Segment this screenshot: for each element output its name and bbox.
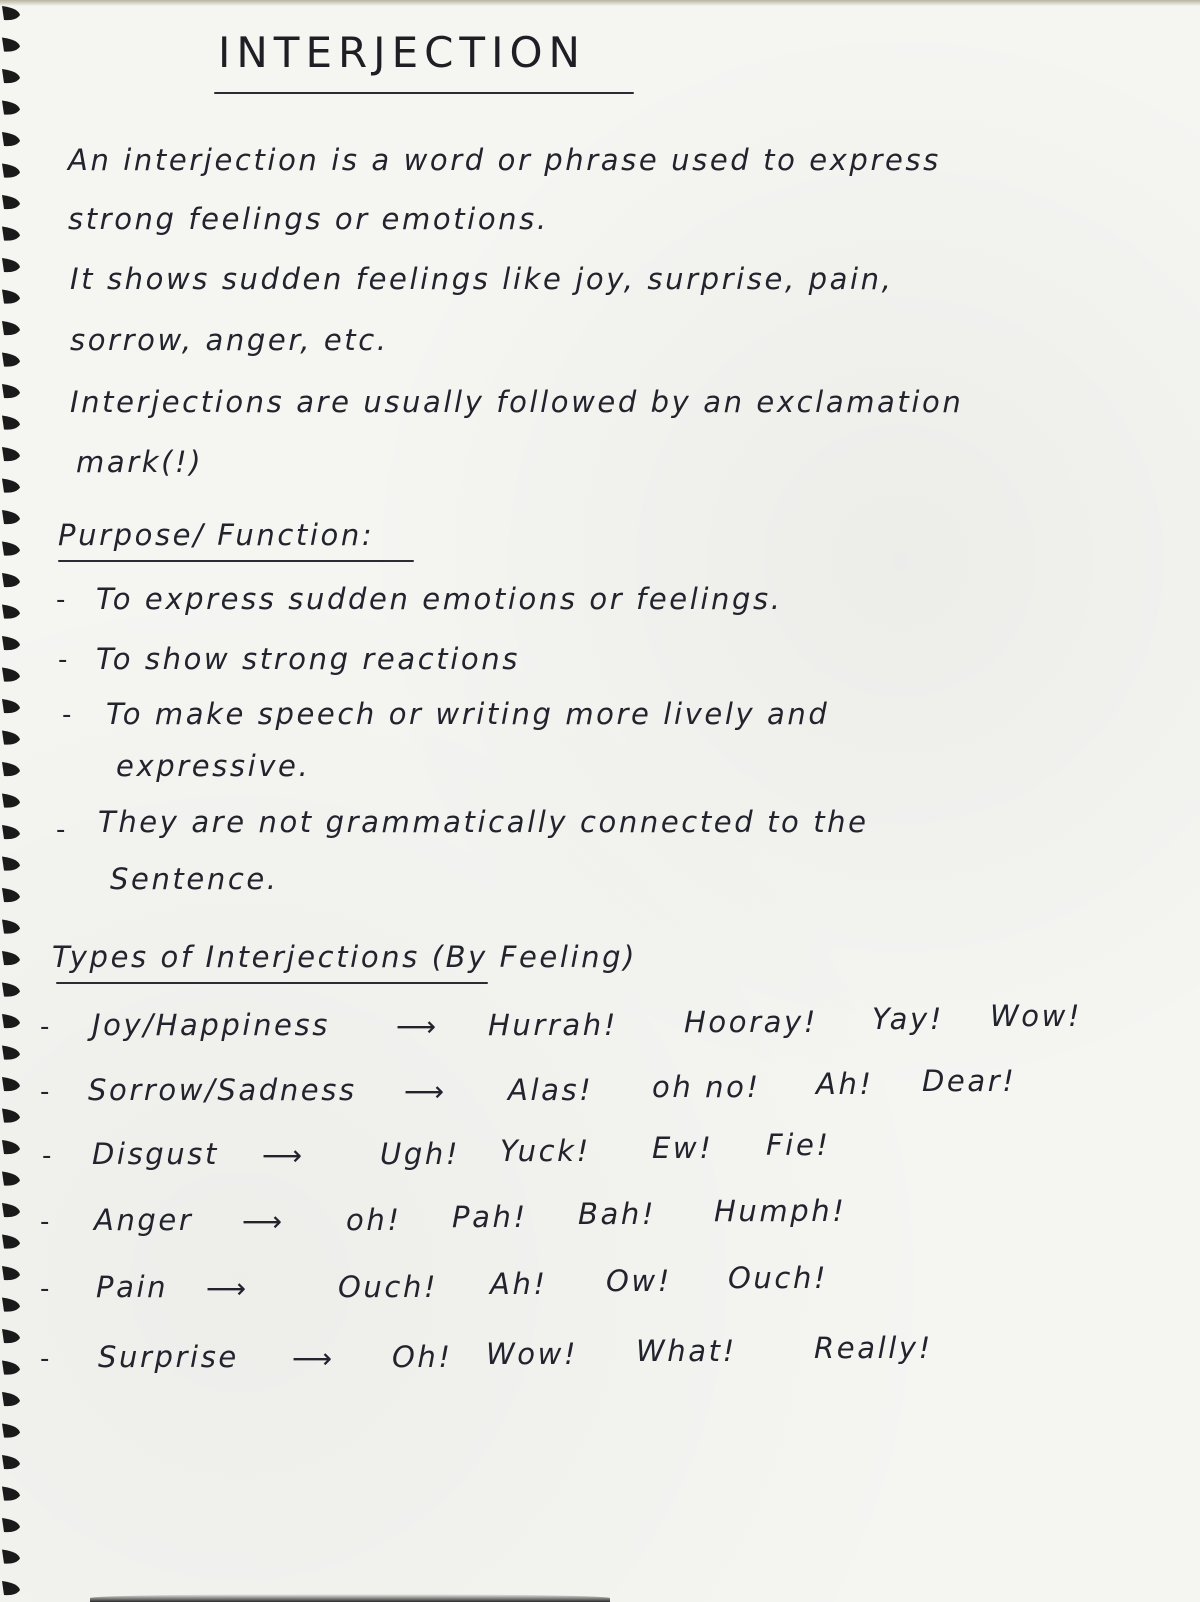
spiral-ring <box>2 164 20 178</box>
interjection-example: Ouch! <box>728 1261 829 1295</box>
spiral-ring <box>2 227 20 241</box>
purpose-heading: Purpose/ Function: <box>58 518 375 552</box>
spiral-ring <box>2 1077 20 1091</box>
spiral-ring <box>2 888 20 902</box>
interjection-example: Hurrah! <box>488 1008 619 1042</box>
spiral-ring <box>2 258 20 272</box>
interjection-example: Ah! <box>490 1267 548 1301</box>
intro-line-4: sorrow, anger, etc. <box>70 323 389 357</box>
bullet-dash: - <box>40 1077 50 1107</box>
spiral-ring <box>2 290 20 304</box>
interjection-example: Humph! <box>714 1194 847 1228</box>
spiral-ring <box>2 1518 20 1532</box>
types-heading-underline <box>56 982 488 984</box>
bullet-dash: - <box>40 1274 50 1304</box>
spiral-ring <box>2 1298 20 1312</box>
spiral-ring <box>2 353 20 367</box>
purpose-heading-underline <box>58 560 414 562</box>
intro-line-3: It shows sudden feelings like joy, surprise, pain, <box>70 262 894 296</box>
interjection-example: Ouch! <box>338 1270 439 1304</box>
spiral-ring <box>2 857 20 871</box>
bullet-dash: - <box>56 585 66 615</box>
interjection-example: Ah! <box>816 1067 874 1101</box>
spiral-ring <box>2 1109 20 1123</box>
spiral-ring <box>2 416 20 430</box>
spiral-ring <box>2 321 20 335</box>
spiral-ring <box>2 6 20 20</box>
spiral-ring <box>2 731 20 745</box>
spiral-ring <box>2 1361 20 1375</box>
spiral-ring <box>2 983 20 997</box>
arrow-icon: ⟶ <box>396 1010 437 1043</box>
spiral-ring <box>2 510 20 524</box>
interjection-example: Bah! <box>578 1197 657 1231</box>
spiral-ring <box>2 132 20 146</box>
bullet-dash: - <box>40 1012 50 1042</box>
interjection-example: oh no! <box>652 1070 761 1104</box>
feeling-label: Sorrow/Sadness <box>88 1073 357 1107</box>
feeling-label: Surprise <box>98 1340 239 1374</box>
interjection-example: Wow! <box>486 1337 579 1371</box>
spiral-ring <box>2 1550 20 1564</box>
page-title: INTERJECTION <box>218 28 586 77</box>
spiral-ring <box>2 447 20 461</box>
intro-line-5: Interjections are usually followed by an exclamation <box>70 385 964 419</box>
spiral-ring <box>2 636 20 650</box>
intro-line-2: strong feelings or emotions. <box>68 202 549 236</box>
spiral-ring <box>2 1046 20 1060</box>
bullet-dash: - <box>40 1207 50 1237</box>
spiral-ring <box>2 542 20 556</box>
types-heading: Types of Interjections (By Feeling) <box>52 940 638 974</box>
arrow-icon: ⟶ <box>206 1272 247 1305</box>
interjection-example: What! <box>636 1334 737 1368</box>
interjection-example: Ew! <box>652 1131 714 1165</box>
interjection-example: Fie! <box>766 1128 831 1162</box>
spiral-ring <box>2 479 20 493</box>
interjection-example: Yay! <box>872 1002 945 1036</box>
spiral-ring <box>2 1140 20 1154</box>
interjection-example: Pah! <box>452 1200 528 1234</box>
bullet-dash: - <box>58 645 68 675</box>
interjection-example: Alas! <box>508 1073 594 1107</box>
bullet-dash: - <box>40 1344 50 1374</box>
spiral-ring <box>2 1392 20 1406</box>
arrow-icon: ⟶ <box>242 1205 283 1238</box>
bullet-dash: - <box>56 815 66 845</box>
purpose-item-3-cont: expressive. <box>116 749 311 783</box>
purpose-item-2: To show strong reactions <box>96 642 520 676</box>
arrow-icon: ⟶ <box>292 1342 333 1375</box>
arrow-icon: ⟶ <box>404 1075 445 1108</box>
interjection-example: Yuck! <box>500 1134 591 1168</box>
interjection-example: Ugh! <box>380 1137 461 1171</box>
interjection-example: Wow! <box>990 999 1083 1033</box>
spiral-ring <box>2 699 20 713</box>
bullet-dash: - <box>42 1141 52 1171</box>
spiral-ring <box>2 762 20 776</box>
spiral-ring <box>2 1581 20 1595</box>
arrow-icon: ⟶ <box>262 1139 303 1172</box>
spiral-ring <box>2 1266 20 1280</box>
purpose-item-4-cont: Sentence. <box>110 862 279 896</box>
spiral-ring <box>2 920 20 934</box>
spiral-ring <box>2 69 20 83</box>
spiral-ring <box>2 38 20 52</box>
interjection-example: Ow! <box>606 1264 672 1298</box>
purpose-item-4: They are not grammatically connected to the <box>98 805 869 839</box>
spiral-ring <box>2 1424 20 1438</box>
feeling-label: Pain <box>96 1270 169 1304</box>
spiral-ring <box>2 1329 20 1343</box>
intro-line-1: An interjection is a word or phrase used to express <box>68 143 941 177</box>
purpose-item-1: To express sudden emotions or feelings. <box>96 582 783 616</box>
bullet-dash: - <box>62 700 72 730</box>
spiral-ring <box>2 1014 20 1028</box>
spiral-ring <box>2 1203 20 1217</box>
spiral-ring <box>2 825 20 839</box>
interjection-example: Hooray! <box>684 1005 818 1039</box>
spiral-ring <box>2 668 20 682</box>
feeling-label: Disgust <box>92 1137 219 1171</box>
feeling-label: Anger <box>94 1203 194 1237</box>
spiral-ring <box>2 573 20 587</box>
spiral-ring <box>2 384 20 398</box>
feeling-label: Joy/Happiness <box>92 1008 330 1042</box>
interjection-example: Really! <box>814 1331 933 1365</box>
spiral-ring <box>2 1235 20 1249</box>
spiral-ring <box>2 101 20 115</box>
spiral-ring <box>2 195 20 209</box>
interjection-example: Dear! <box>922 1064 1017 1098</box>
interjection-example: oh! <box>346 1203 402 1237</box>
spiral-ring <box>2 951 20 965</box>
page-bottom-edge <box>90 1594 610 1602</box>
spiral-ring <box>2 1455 20 1469</box>
intro-line-6: mark(!) <box>76 445 204 479</box>
interjection-example: Oh! <box>392 1340 453 1374</box>
spiral-ring <box>2 1487 20 1501</box>
spiral-ring <box>2 1172 20 1186</box>
spiral-binding <box>0 0 40 1602</box>
title-underline <box>214 92 634 94</box>
spiral-ring <box>2 794 20 808</box>
purpose-item-3: To make speech or writing more lively and <box>106 697 830 731</box>
spiral-ring <box>2 605 20 619</box>
page-top-edge <box>0 0 1200 6</box>
